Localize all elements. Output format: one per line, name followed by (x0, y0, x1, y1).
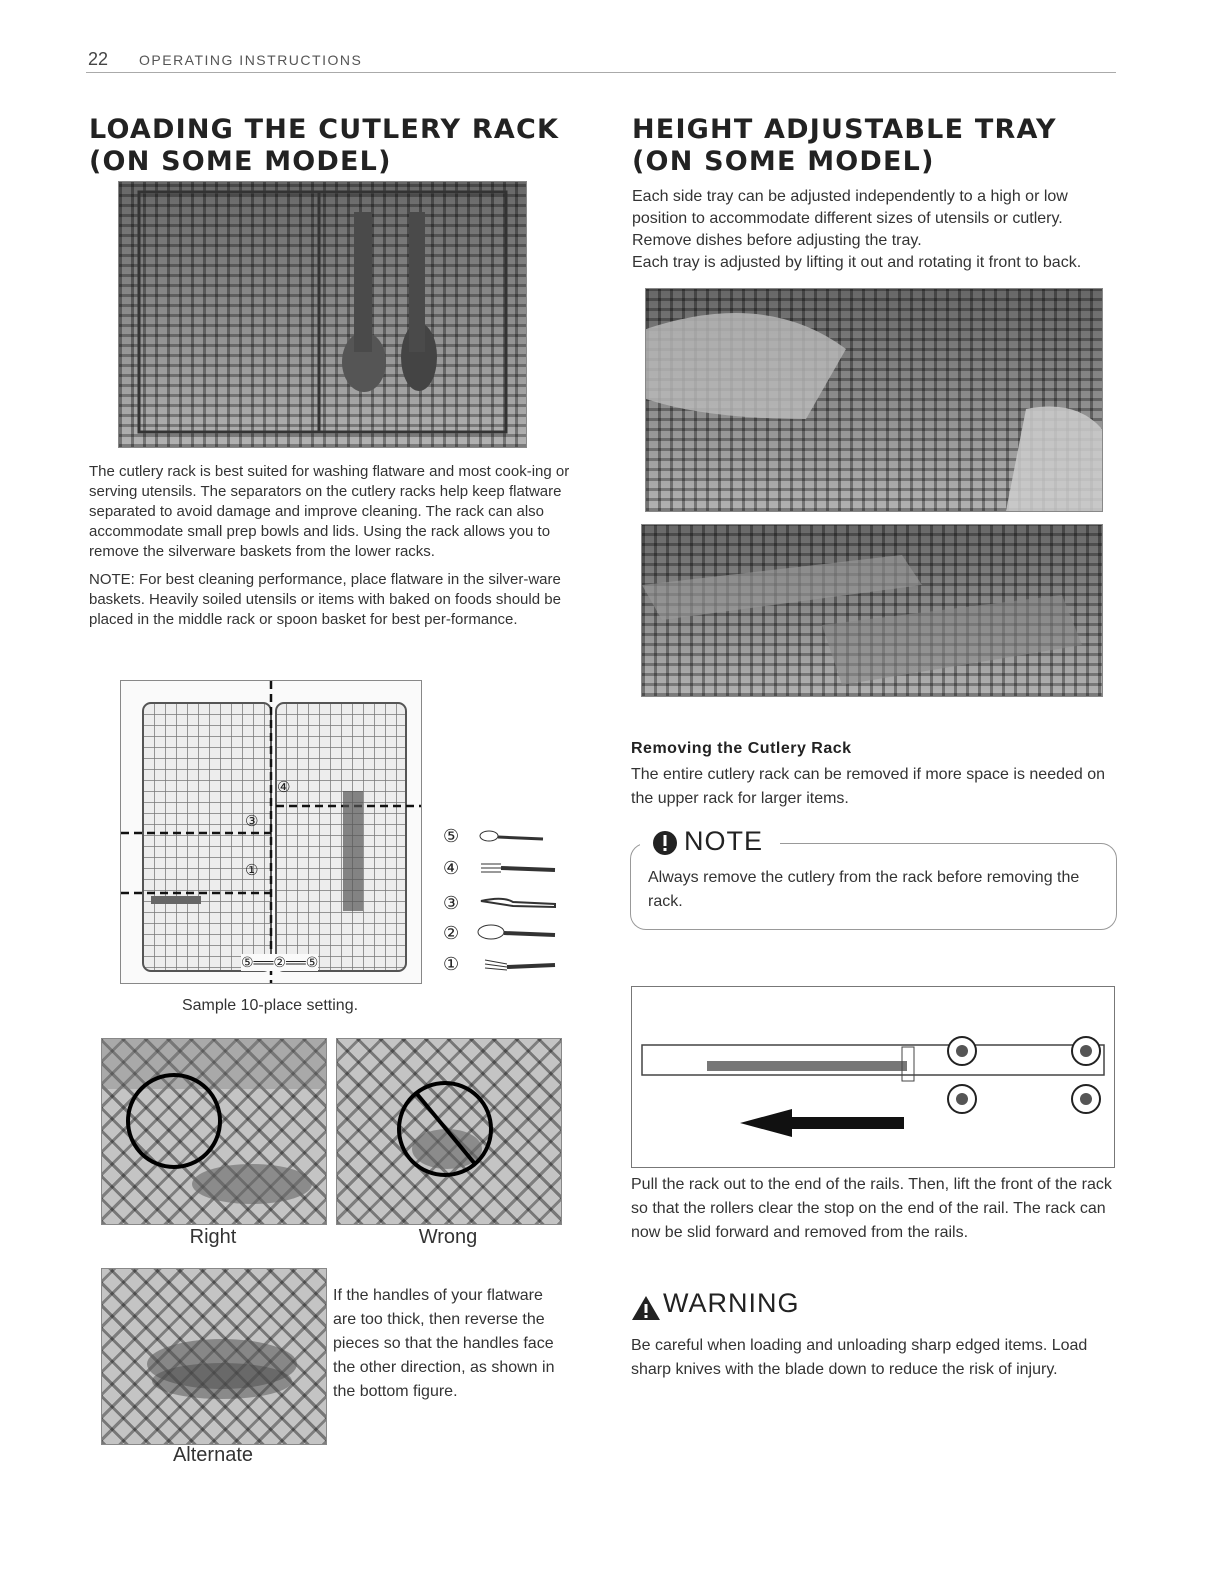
alternate-description: If the handles of your flatware are too thick, then reverse the pieces so that the handles face the other direction, as shown in the bottom figure. (333, 1287, 555, 1400)
tray-positions-photo (641, 524, 1103, 697)
cutlery-rack-title-line2: (ON SOME MODEL) (89, 146, 392, 177)
cutlery-rack-description (89, 462, 577, 630)
rail-roller-icon (1072, 1085, 1100, 1113)
page-number: 22 (88, 49, 109, 69)
alternate-loading-art (102, 1269, 326, 1444)
alternate-caption: Alternate (172, 1444, 254, 1466)
cutlery-rack-title (89, 114, 609, 178)
wrong-loading-photo (336, 1038, 562, 1225)
right-loading-photo (101, 1038, 327, 1225)
info-exclamation-icon (652, 830, 678, 856)
right-loading-art (102, 1039, 326, 1224)
rack-label-bottom: ⑤══②══⑤ (241, 954, 319, 970)
rail-removal-diagram (631, 986, 1115, 1168)
cutlery-rack-photo-art (119, 182, 526, 447)
sample-setting-diagram (120, 680, 422, 984)
wrong-loading-art (337, 1039, 561, 1224)
teaspoon-icon (480, 831, 543, 841)
section-label: OPERATING INSTRUCTIONS (139, 52, 363, 68)
rail-roller-icon (1072, 1037, 1100, 1065)
knife-icon (481, 899, 555, 907)
tray-adjust-photo (645, 288, 1103, 512)
rack-label-4: ④ (277, 779, 291, 796)
height-tray-title-line2: (ON SOME MODEL) (632, 146, 935, 177)
removing-rack-text: The entire cutlery rack can be removed if more space is needed on the upper rack for larger items. (631, 766, 1106, 807)
header-rule (86, 72, 1116, 73)
salad-fork-icon (485, 960, 555, 970)
tray-adjust-art (646, 289, 1102, 511)
legend-num-5: ⑤ (443, 826, 460, 846)
height-tray-title (632, 114, 1132, 178)
legend-num-1: ① (443, 954, 460, 974)
rail-diagram-art (632, 987, 1114, 1167)
cutlery-rack-note-para: NOTE: For best cleaning performance, place flatware in the silver-ware baskets. Heavily soiled utensils or items with baked on foods should be placed in the middle rack or spoon basket for best per-formance. (89, 571, 561, 628)
legend-num-4: ④ (443, 858, 460, 878)
note-text: Always remove the cutlery from the rack before removing the rack. (648, 869, 1080, 910)
rack-label-3: ③ (245, 813, 259, 830)
note-header (640, 826, 780, 858)
soup-spoon-icon (478, 925, 555, 939)
rail-roller-icon (948, 1037, 976, 1065)
cutlery-rack-title-line1: LOADING THE CUTLERY RACK (89, 114, 560, 145)
rack-diagram-art (121, 681, 421, 983)
note-title: NOTE (684, 826, 764, 856)
height-tray-line2: position to accommodate different sizes of utensils or cutlery. (632, 210, 1063, 227)
fork-icon (481, 864, 555, 872)
warning-triangle-icon (631, 1295, 661, 1321)
utensil-legend (443, 826, 563, 976)
removing-rack-heading: Removing the Cutlery Rack (631, 740, 852, 757)
height-tray-description (632, 186, 1122, 274)
height-tray-line4: Each tray is adjusted by lifting it out and rotating it front to back. (632, 254, 1082, 271)
legend-num-2: ② (443, 923, 460, 943)
cutlery-rack-para1: The cutlery rack is best suited for washing flatware and most cook-ing or serving utensils. The separators on the cutlery racks help keep flatware separated to avoid damage and improve cleaning. The rack can also accommodate small prep bowls and lids. Using the rack allows you to remove the silverware baskets from the lower racks. (89, 463, 570, 560)
warning-title: WARNING (663, 1288, 800, 1318)
warning-text: Be careful when loading and unloading sharp edged items. Load sharp knives with the blade down to reduce the risk of injury. (631, 1337, 1088, 1378)
wrong-caption: Wrong (418, 1226, 478, 1248)
alternate-loading-photo (101, 1268, 327, 1445)
right-caption: Right (189, 1226, 237, 1248)
legend-num-3: ③ (443, 893, 460, 913)
utensil-icons (473, 826, 563, 976)
pull-arrow-icon (740, 1109, 904, 1137)
tray-positions-art (642, 525, 1102, 696)
sample-setting-caption: Sample 10-place setting. (181, 997, 359, 1014)
pull-rack-instructions: Pull the rack out to the end of the rails. Then, lift the front of the rack so that the rollers clear the stop on the end of the rail. The rack can now be slid forward and removed from the rails. (631, 1176, 1112, 1241)
rack-label-1: ① (245, 862, 259, 879)
cutlery-rack-photo (118, 181, 527, 448)
height-tray-line1: Each side tray can be adjusted independently to a high or low (632, 188, 1068, 205)
height-tray-line3: Remove dishes before adjusting the tray. (632, 232, 922, 249)
height-tray-title-line1: HEIGHT ADJUSTABLE TRAY (632, 114, 1057, 145)
rail-roller-icon (948, 1085, 976, 1113)
